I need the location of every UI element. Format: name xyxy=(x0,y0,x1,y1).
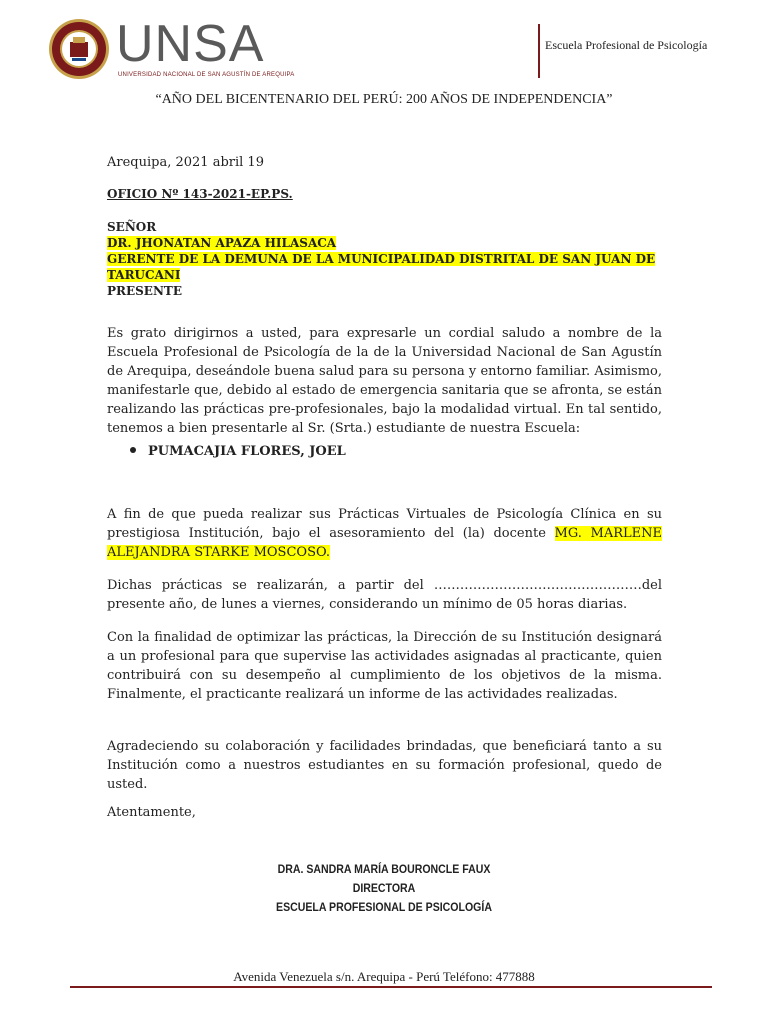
student-name: PUMACAJIA FLORES, JOEL xyxy=(148,444,346,459)
logo-subtitle: UNIVERSIDAD NACIONAL DE SAN AGUSTÍN DE AREQUIPA xyxy=(118,72,295,78)
advisor-name: MG. MARLENE ALEJANDRA STARKE MOSCOSO. xyxy=(107,526,662,560)
bullet-icon xyxy=(130,447,136,453)
closing-phrase: Atentamente, xyxy=(107,805,196,820)
letter-date: Arequipa, 2021 abril 19 xyxy=(107,155,264,170)
recipient-position: GERENTE DE LA DEMUNA DE LA MUNICIPALIDAD DISTRITAL DE SAN JUAN DE TARUCANI xyxy=(107,252,656,282)
paragraph-schedule: Dichas prácticas se realizarán, a partir del …………………………………………del presente año, de lunes a viernes, considerando un mínimo de 05 horas diarias. xyxy=(107,578,662,612)
recipient-salutation: SEÑOR xyxy=(107,220,157,234)
year-motto: “AÑO DEL BICENTENARIO DEL PERÚ: 200 AÑOS DE INDEPENDENCIA” xyxy=(155,92,613,107)
recipient-presente: PRESENTE xyxy=(107,284,182,298)
university-logo xyxy=(48,15,295,82)
paragraph-advisor xyxy=(107,505,662,562)
footer-address: Avenida Venezuela s/n. Arequipa - Perú Teléfono: 477888 xyxy=(233,969,535,984)
university-seal-icon xyxy=(48,18,110,80)
paragraph-intro: Es grato dirigirnos a usted, para expresarle un cordial saludo a nombre de la Escuela Profesional de Psicología de la de la Universidad Nacional de San Agustín de Arequipa, deseándole buena salud para su persona y entorno familiar. Asimismo, manifestarle que, debido al estado de emergencia sanitaria que se afronta, se están realizando las prácticas pre-profesionales, bajo la modalidad virtual. En tal sentido, tenemos a bien presentarle al Sr. (Srta.) estudiante de nuestra Escuela: xyxy=(107,326,662,436)
logo-wordmark: UNSA xyxy=(116,15,265,73)
school-name: Escuela Profesional de Psicología xyxy=(545,38,708,52)
recipient-name: DR. JHONATAN APAZA HILASACA xyxy=(107,236,337,250)
signer-department: ESCUELA PROFESIONAL DE PSICOLOGÍA xyxy=(276,900,492,914)
paragraph-thanks: Agradeciendo su colaboración y facilidades brindadas, que beneficiará tanto a su Institución como a nuestros estudiantes en su formación profesional, quedo de usted. xyxy=(107,739,662,792)
recipient-block xyxy=(107,219,667,299)
student-list-item xyxy=(130,444,346,459)
signer-name: DRA. SANDRA MARÍA BOURONCLE FAUX xyxy=(277,862,491,876)
header-divider xyxy=(538,24,540,78)
paragraph-supervision: Con la finalidad de optimizar las prácticas, la Dirección de su Institución designará a un profesional para que supervise las actividades asignadas al practicante, quien contribuirá con su desempeño al cumplimiento de los objetivos de la misma. Finalmente, el practicante realizará un informe de las actividades realizadas. xyxy=(107,630,662,702)
signer-title: DIRECTORA xyxy=(352,881,416,895)
footer-divider xyxy=(70,986,712,988)
letter-reference: OFICIO Nº 143-2021-EP.PS. xyxy=(107,187,293,201)
paragraph-advisor-text: A fin de que pueda realizar sus Prácticas Virtuales de Psicología Clínica en su prestigiosa Institución, bajo el asesoramiento del (la) docente xyxy=(107,507,662,541)
